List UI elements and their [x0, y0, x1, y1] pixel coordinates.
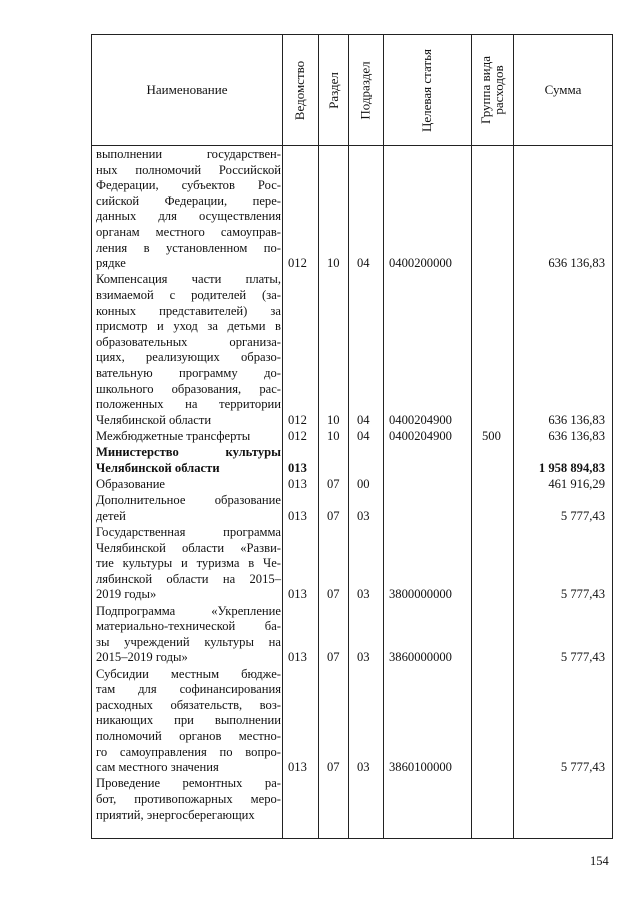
row-gruppa: 500	[482, 429, 501, 443]
row-vedomstvo: 012	[288, 412, 307, 427]
row-name-line: Челябинской области «Разви-	[96, 540, 281, 555]
row-name-line: Челябинской области	[96, 460, 220, 475]
row-name	[96, 776, 281, 823]
row-name-line: сийской Федерации, пере-	[96, 193, 281, 208]
row-name-line: присмотр и уход за детьми в	[96, 319, 281, 334]
row-name-line: конных представителей) за	[96, 303, 281, 318]
row-name-line: приятий, энергосберегающих	[96, 807, 255, 822]
row-name	[96, 147, 281, 272]
header-summa-cell	[513, 35, 613, 145]
row-name-line: никающих при выполнении	[96, 713, 281, 728]
row-vedomstvo: 012	[288, 256, 307, 271]
row-name	[96, 477, 281, 493]
row-razdel: 10	[327, 412, 340, 427]
row-name-line: тие культуры и туризма в Че-	[96, 556, 281, 571]
row-name	[96, 604, 281, 666]
row-name-line: школьного образования, рас-	[96, 381, 281, 396]
row-name-line: полномочий органов местно-	[96, 728, 281, 743]
row-summa: 5 777,43	[560, 650, 605, 665]
row-summa: 1 958 894,83	[538, 460, 605, 475]
row-name-line: лябинской области на 2015–	[96, 571, 281, 586]
row-celevaya: 0400200000	[389, 256, 452, 271]
row-name-line: го самоуправления по вопро-	[96, 744, 281, 759]
header-vedomstvo: Ведомство	[292, 60, 308, 120]
column-divider	[348, 35, 349, 838]
column-divider	[383, 35, 384, 838]
header-summa: Сумма	[544, 82, 582, 97]
row-name-line: Дополнительное образование	[96, 493, 281, 508]
row-name-line: зы учреждений культуры на	[96, 634, 281, 649]
row-razdel: 07	[327, 508, 340, 523]
row-podrazdel: 03	[357, 650, 370, 665]
budget-table	[91, 34, 613, 839]
row-name-line: Субсидии местным бюдже-	[96, 666, 281, 681]
column-divider	[513, 35, 514, 838]
row-celevaya: 3860000000	[389, 650, 452, 665]
row-name-line: ных полномочий Российской	[96, 162, 281, 177]
row-vedomstvo: 013	[288, 650, 307, 665]
row-name-line: сам местного значения	[96, 760, 219, 775]
row-name-line: материально-технической ба-	[96, 619, 281, 634]
row-name-line: 2019 годы»	[96, 587, 157, 602]
row-name	[96, 429, 281, 445]
row-summa: 636 136,83	[548, 412, 605, 427]
row-summa: 5 777,43	[560, 587, 605, 602]
row-name-line: органам местного самоуправ-	[96, 224, 281, 239]
row-podrazdel: 03	[357, 587, 370, 602]
row-name	[96, 667, 281, 776]
row-podrazdel: 03	[357, 508, 370, 523]
row-summa: 5 777,43	[560, 508, 605, 523]
header-podrazdel: Подраздел	[358, 60, 374, 120]
row-name	[96, 445, 281, 476]
row-name-line: взимаемой с родителей (за-	[96, 287, 281, 302]
row-name-line: Федерации, субъектов Рос-	[96, 178, 281, 193]
table-header	[92, 35, 612, 146]
row-vedomstvo: 013	[288, 477, 307, 491]
header-name: Наименование	[146, 82, 228, 97]
row-name-line: Проведение ремонтных ра-	[96, 776, 281, 791]
row-name	[96, 525, 281, 603]
row-razdel: 07	[327, 760, 340, 775]
row-celevaya: 0400204900	[389, 429, 452, 443]
header-podrazdel-cell	[348, 35, 383, 145]
row-name-line: образовательных организа-	[96, 334, 281, 349]
row-razdel: 07	[327, 650, 340, 665]
row-vedomstvo: 013	[288, 587, 307, 602]
header-gruppa-line2: расходов	[491, 65, 507, 115]
row-summa: 5 777,43	[560, 760, 605, 775]
header-gruppa-cell	[471, 35, 513, 145]
row-celevaya: 3860100000	[389, 760, 452, 775]
header-razdel-cell	[318, 35, 348, 145]
row-podrazdel: 03	[357, 760, 370, 775]
row-name-line: ления в установленном по-	[96, 240, 281, 255]
header-gruppa	[479, 56, 505, 124]
row-name	[96, 272, 281, 428]
row-podrazdel: 04	[357, 412, 370, 427]
header-vedomstvo-cell	[282, 35, 318, 145]
row-podrazdel: 04	[357, 256, 370, 271]
header-gruppa-line1: Группа вида	[478, 56, 494, 124]
header-celevaya-cell	[383, 35, 471, 145]
row-name-line: циях, реализующих образо-	[96, 350, 281, 365]
row-name-line: Подпрограмма «Укрепление	[96, 603, 281, 618]
column-divider	[282, 35, 283, 838]
page-number: 154	[590, 854, 609, 868]
row-razdel: 07	[327, 477, 340, 491]
row-podrazdel: 00	[357, 477, 370, 491]
row-name-line: детей	[96, 508, 126, 523]
column-divider	[471, 35, 472, 838]
row-name-line: данных для осуществления	[96, 209, 281, 224]
header-razdel: Раздел	[325, 71, 341, 109]
row-name	[96, 493, 281, 524]
column-divider	[318, 35, 319, 838]
row-razdel: 10	[327, 256, 340, 271]
row-razdel: 07	[327, 587, 340, 602]
row-name-line: выполнении государствен-	[96, 147, 281, 161]
header-celevaya: Целевая статья	[419, 48, 435, 132]
row-name-line: расходных обязательств, воз-	[96, 697, 281, 712]
row-summa: 636 136,83	[548, 429, 605, 443]
row-razdel: 10	[327, 429, 340, 443]
row-name-line: Межбюджетные трансферты	[96, 429, 251, 443]
row-name-line: 2015–2019 годы»	[96, 650, 188, 665]
row-vedomstvo: 013	[288, 460, 307, 475]
row-name-line: Государственная программа	[96, 525, 281, 539]
row-vedomstvo: 013	[288, 508, 307, 523]
row-summa: 636 136,83	[548, 256, 605, 271]
row-name-line: рядке	[96, 256, 126, 271]
row-name-line: положенных на территории	[96, 397, 281, 412]
row-vedomstvo: 012	[288, 429, 307, 443]
row-vedomstvo: 013	[288, 760, 307, 775]
row-name-line: Челябинской области	[96, 412, 212, 427]
row-name-line: Компенсация части платы,	[96, 272, 281, 287]
row-name-line: бот, противопожарных меро-	[96, 791, 281, 806]
row-summa: 461 916,29	[548, 477, 605, 491]
row-name-line: Министерство культуры	[96, 445, 281, 460]
row-name-line: там для софинансирования	[96, 682, 281, 697]
row-celevaya: 0400204900	[389, 412, 452, 427]
row-celevaya: 3800000000	[389, 587, 452, 602]
row-podrazdel: 04	[357, 429, 370, 443]
row-name-line: Образование	[96, 477, 166, 491]
row-name-line: вательную программу до-	[96, 365, 281, 380]
header-name-cell	[92, 35, 282, 145]
